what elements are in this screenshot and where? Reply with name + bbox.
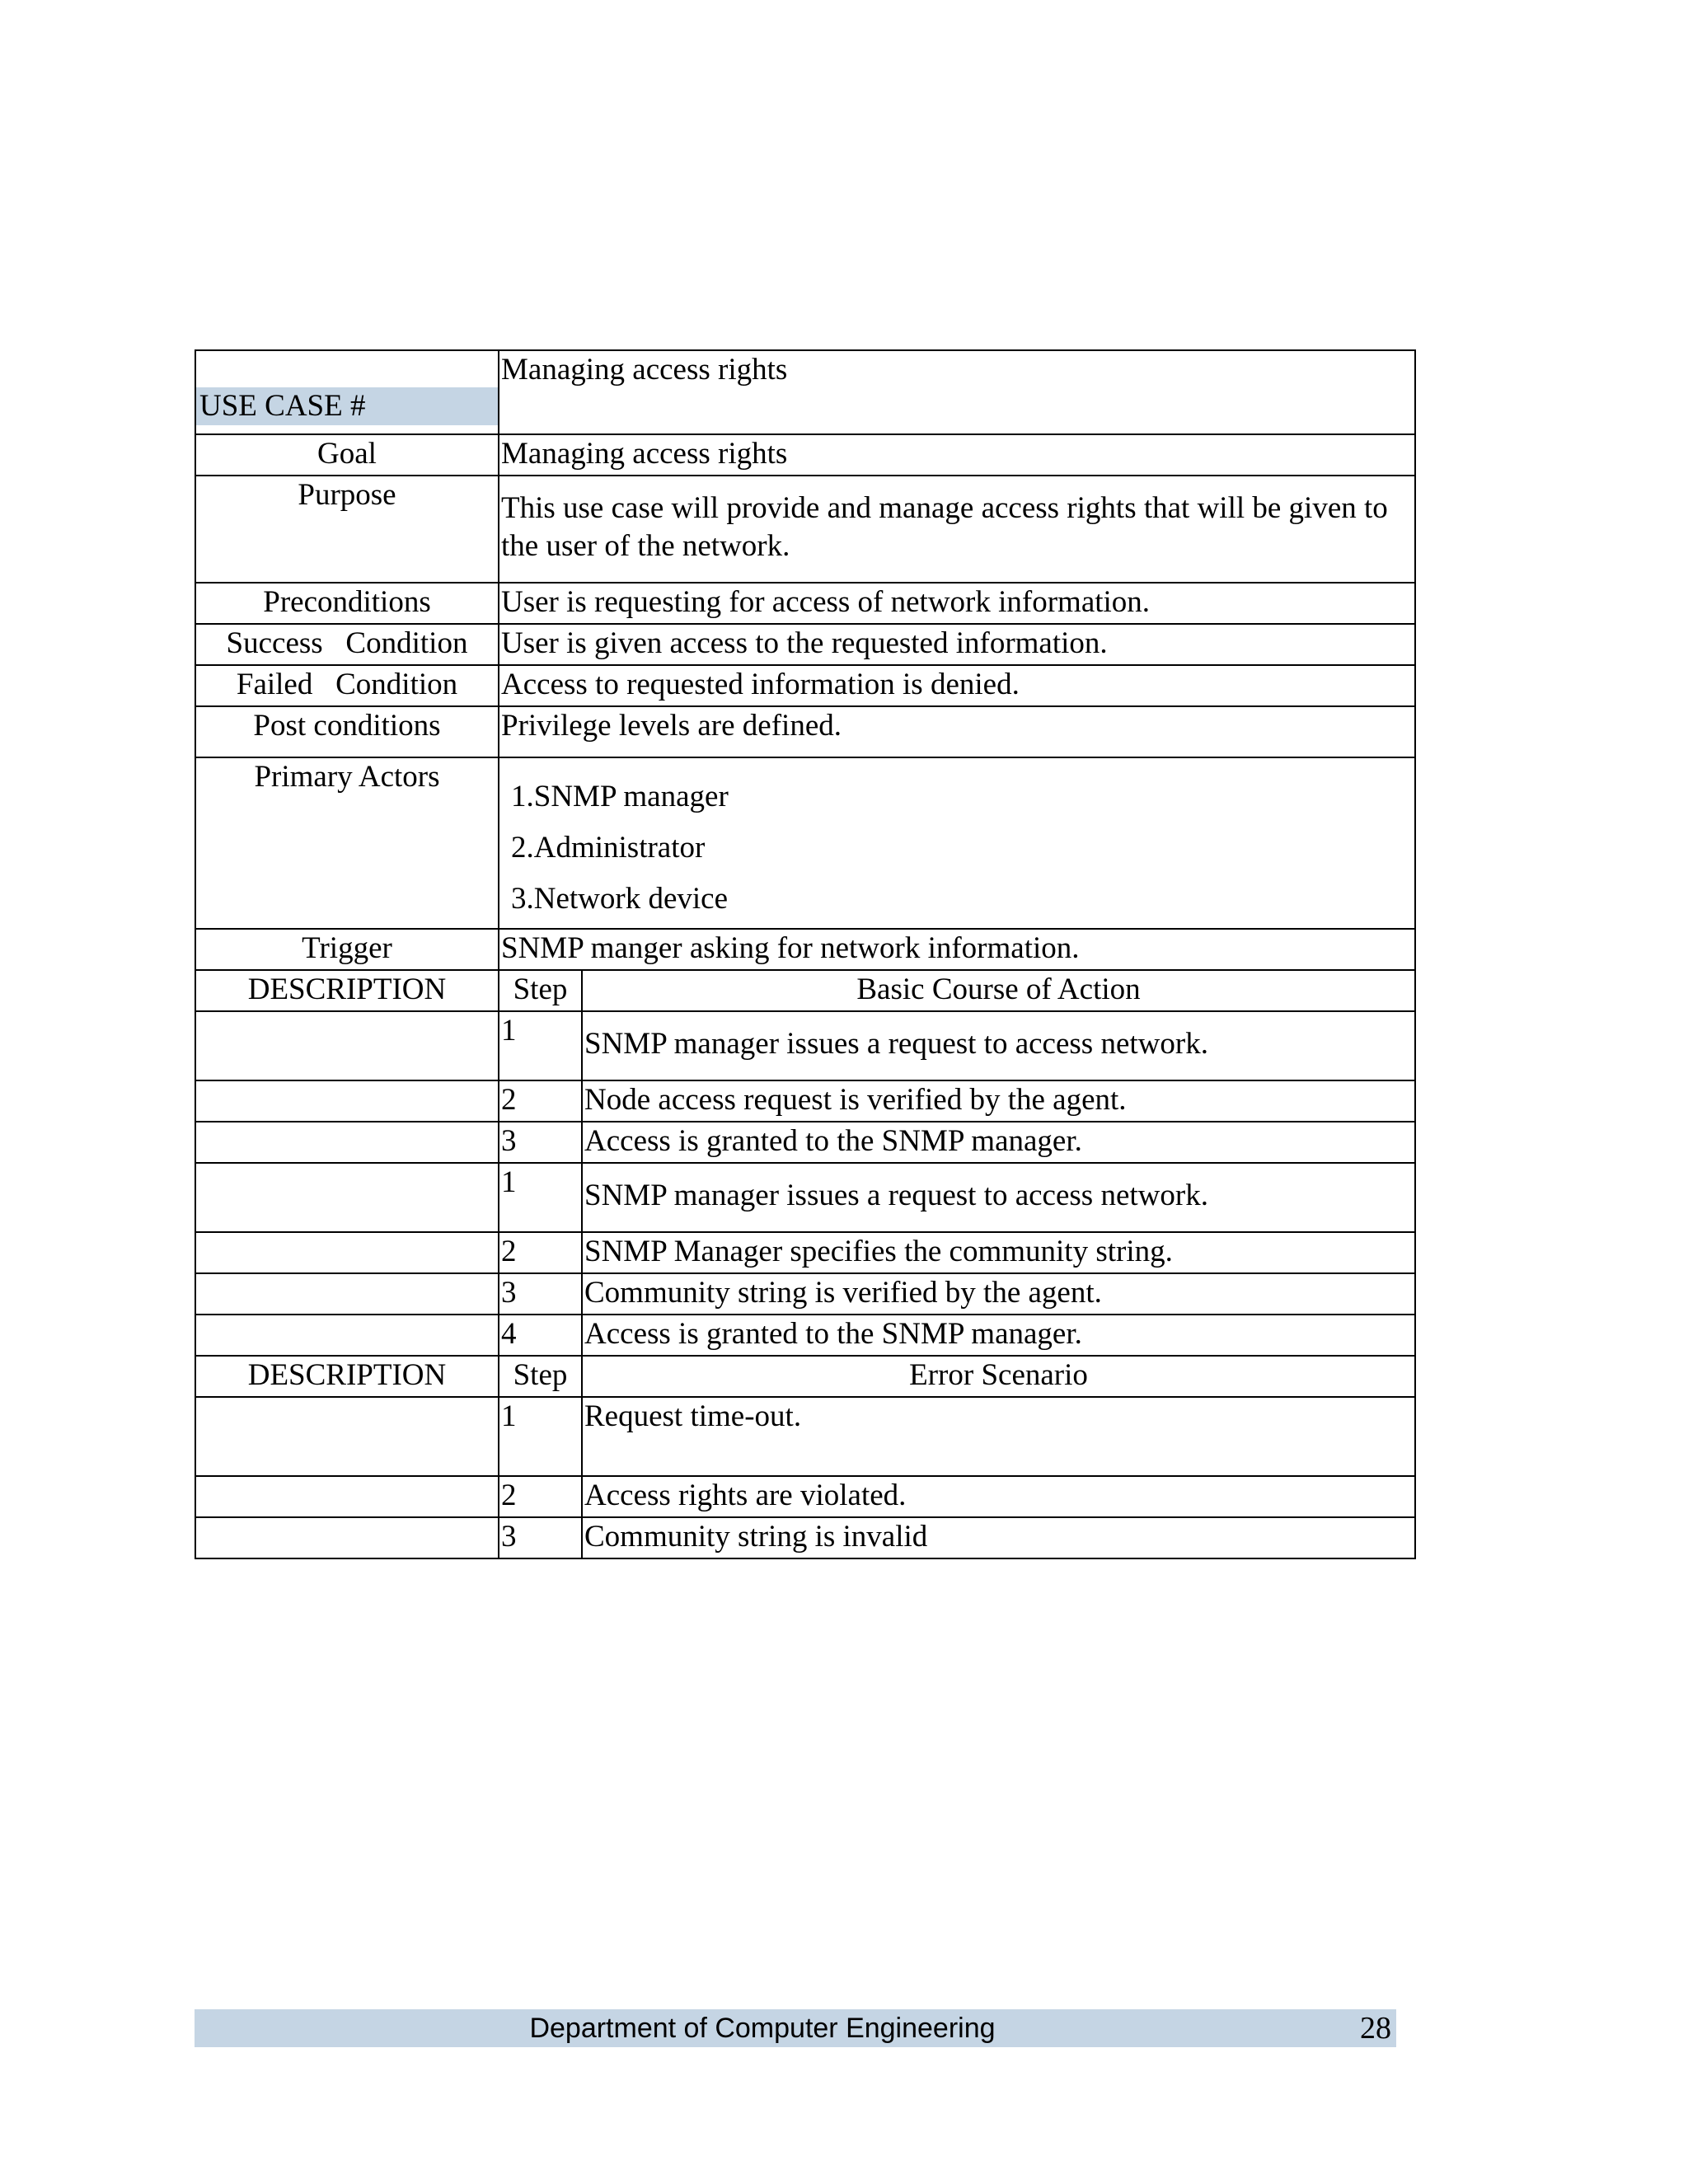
empty-cell [195, 1080, 499, 1122]
failed-condition-row [195, 665, 1415, 706]
step-number: 1 [499, 1397, 582, 1476]
empty-cell [195, 1122, 499, 1163]
failed-condition-label: Failed Condition [195, 665, 499, 706]
trigger-label: Trigger [195, 929, 499, 970]
table-row [195, 1273, 1415, 1315]
table-row [195, 1397, 1415, 1476]
table-row [195, 1080, 1415, 1122]
actor-item: 3.Network device [511, 882, 729, 916]
primary-actors-row [195, 757, 1415, 929]
primary-actors-label: Primary Actors [195, 757, 499, 929]
step-number: 2 [499, 1080, 582, 1122]
table-row [195, 1476, 1415, 1517]
use-case-title-row [195, 350, 1415, 434]
step-number: 3 [499, 1517, 582, 1558]
primary-actors-cell [499, 757, 1415, 929]
step-text: SNMP manager issues a request to access network. [584, 1179, 1208, 1212]
basic-course-step-header: Step [499, 970, 582, 1011]
empty-cell [195, 1517, 499, 1558]
step-text: SNMP manager issues a request to access network. [584, 1027, 1208, 1061]
goal-row [195, 434, 1415, 476]
table-row [195, 1315, 1415, 1356]
table-row [195, 1163, 1415, 1232]
table-row [195, 1011, 1415, 1080]
step-number: 1 [499, 1163, 582, 1232]
basic-course-action-header: Basic Course of Action [582, 970, 1415, 1011]
post-conditions-row [195, 706, 1415, 757]
table-row [195, 1122, 1415, 1163]
failed-condition-value: Access to requested information is denied. [499, 665, 1415, 706]
purpose-label: Purpose [195, 476, 499, 583]
step-text: Node access request is verified by the agent. [582, 1080, 1415, 1122]
actor-item: 1.SNMP manager [511, 780, 729, 813]
preconditions-label: Preconditions [195, 583, 499, 624]
step-number: 3 [499, 1273, 582, 1315]
step-number: 3 [499, 1122, 582, 1163]
post-conditions-label: Post conditions [195, 706, 499, 757]
step-number: 4 [499, 1315, 582, 1356]
purpose-row [195, 476, 1415, 583]
error-step-header: Step [499, 1356, 582, 1397]
trigger-row [195, 929, 1415, 970]
empty-cell [195, 1163, 499, 1232]
step-text: Community string is verified by the agent. [582, 1273, 1415, 1315]
use-case-name: Managing access rights [499, 350, 1415, 434]
preconditions-value: User is requesting for access of network information. [499, 583, 1415, 624]
actor-item: 2.Administrator [511, 831, 706, 865]
empty-cell [195, 1011, 499, 1080]
purpose-value: This use case will provide and manage access rights that will be given to the user of the network. [501, 491, 1388, 563]
step-text-cell [582, 1011, 1415, 1080]
primary-actors-list [501, 758, 1413, 925]
use-case-number-label: USE CASE # [196, 387, 498, 425]
step-text: SNMP Manager specifies the community string. [582, 1232, 1415, 1273]
error-scenario-header-row [195, 1356, 1415, 1397]
goal-label: Goal [195, 434, 499, 476]
footer-department: Department of Computer Engineering [529, 2013, 996, 2044]
step-text: Access is granted to the SNMP manager. [582, 1315, 1415, 1356]
empty-cell [195, 1232, 499, 1273]
table-row [195, 1232, 1415, 1273]
trigger-value: SNMP manger asking for network information. [499, 929, 1415, 970]
use-case-table [195, 349, 1416, 1559]
page-number: 28 [1360, 2011, 1391, 2046]
success-condition-value: User is given access to the requested information. [499, 624, 1415, 665]
empty-cell [195, 1397, 499, 1476]
step-text: Access rights are violated. [582, 1476, 1415, 1517]
empty-cell [195, 1273, 499, 1315]
empty-cell [195, 1315, 499, 1356]
error-description-label: DESCRIPTION [195, 1356, 499, 1397]
step-text-cell [582, 1163, 1415, 1232]
step-text: Request time-out. [582, 1397, 1415, 1476]
post-conditions-value: Privilege levels are defined. [499, 706, 1415, 757]
error-scenario-header: Error Scenario [582, 1356, 1415, 1397]
step-text: Access is granted to the SNMP manager. [582, 1122, 1415, 1163]
step-number: 2 [499, 1476, 582, 1517]
success-condition-row [195, 624, 1415, 665]
purpose-cell [499, 476, 1415, 583]
use-case-number-cell [195, 350, 499, 434]
preconditions-row [195, 583, 1415, 624]
step-text: Community string is invalid [582, 1517, 1415, 1558]
table-row [195, 1517, 1415, 1558]
empty-cell [195, 1476, 499, 1517]
success-condition-label: Success Condition [195, 624, 499, 665]
page-footer [195, 2009, 1396, 2047]
step-number: 2 [499, 1232, 582, 1273]
step-number: 1 [499, 1011, 582, 1080]
basic-course-description-label: DESCRIPTION [195, 970, 499, 1011]
basic-course-header-row [195, 970, 1415, 1011]
goal-value: Managing access rights [499, 434, 1415, 476]
